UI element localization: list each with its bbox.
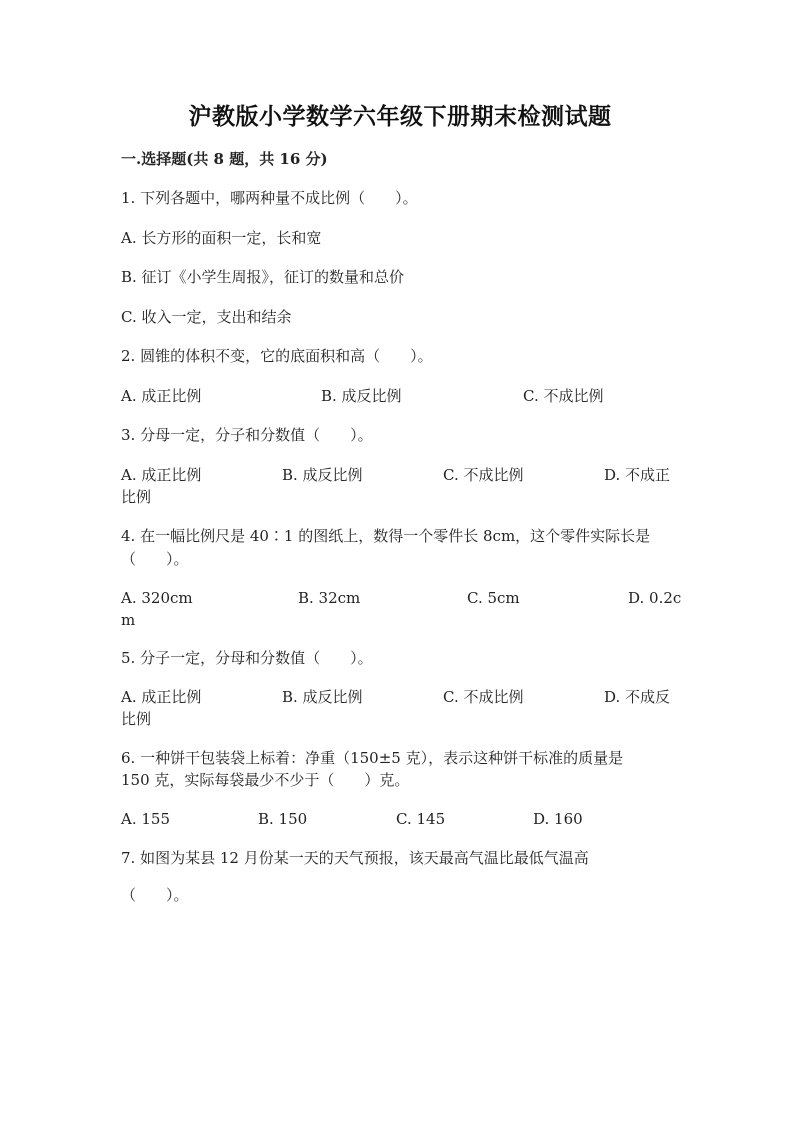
question-2-option-a: A. 成正比例 bbox=[121, 387, 202, 405]
question-6-stem-line-1: 6. 一种饼干包装袋上标着：净重（150±5 克），表示这种饼干标准的质量是 bbox=[121, 749, 624, 767]
question-4-option-b: B. 32cm bbox=[298, 589, 361, 607]
question-6-option-b: B. 150 bbox=[258, 810, 308, 828]
question-4-stem-line-2: （ ）。 bbox=[121, 550, 189, 568]
question-5-option-d: D. 不成反 bbox=[604, 688, 671, 706]
question-1-option-c: C. 收入一定，支出和结余 bbox=[121, 308, 292, 326]
question-5-option-b: B. 成反比例 bbox=[282, 688, 363, 706]
question-6-option-c: C. 145 bbox=[396, 810, 446, 828]
question-7-stem-line-2: （ ）。 bbox=[121, 886, 189, 904]
question-4-option-d-wrap: m bbox=[121, 611, 136, 629]
question-5-stem: 5. 分子一定，分母和分数值（ ）。 bbox=[121, 649, 373, 667]
question-1-stem: 1. 下列各题中，哪两种量不成比例（ ）。 bbox=[121, 189, 418, 207]
question-2-option-c: C. 不成比例 bbox=[523, 387, 604, 405]
question-2-stem: 2. 圆锥的体积不变，它的底面积和高（ ）。 bbox=[121, 347, 433, 365]
question-6-option-d: D. 160 bbox=[533, 810, 583, 828]
question-5-option-d-wrap: 比例 bbox=[121, 710, 152, 728]
question-2-option-b: B. 成反比例 bbox=[321, 387, 402, 405]
question-7-stem-line-1: 7. 如图为某县 12 月份某一天的天气预报，该天最高气温比最低气温高 bbox=[121, 849, 589, 867]
question-3-option-b: B. 成反比例 bbox=[282, 466, 363, 484]
page-title: 沪教版小学数学六年级下册期末检测试题 bbox=[188, 103, 612, 130]
question-5-option-a: A. 成正比例 bbox=[121, 688, 202, 706]
question-4-stem-line-1: 4. 在一幅比例尺是 40∶1 的图纸上，数得一个零件长 8cm，这个零件实际长是 bbox=[121, 527, 651, 545]
question-1-option-b: B. 征订《小学生周报》，征订的数量和总价 bbox=[121, 268, 405, 286]
question-4-option-d: D. 0.2c bbox=[628, 589, 682, 607]
question-3-option-d: D. 不成正 bbox=[604, 466, 671, 484]
question-3-option-a: A. 成正比例 bbox=[121, 466, 202, 484]
section-heading: 一.选择题(共 8 题，共 16 分) bbox=[121, 150, 328, 168]
question-5-option-c: C. 不成比例 bbox=[443, 688, 524, 706]
question-1-option-a: A. 长方形的面积一定，长和宽 bbox=[121, 229, 322, 247]
question-4-option-c: C. 5cm bbox=[467, 589, 520, 607]
question-6-option-a: A. 155 bbox=[121, 810, 170, 828]
question-3-stem: 3. 分母一定，分子和分数值（ ）。 bbox=[121, 426, 373, 444]
question-4-option-a: A. 320cm bbox=[121, 589, 193, 607]
question-6-stem-line-2: 150 克，实际每袋最少不少于（ ）克。 bbox=[121, 771, 410, 789]
question-3-option-c: C. 不成比例 bbox=[443, 466, 524, 484]
question-3-option-d-wrap: 比例 bbox=[121, 488, 152, 506]
